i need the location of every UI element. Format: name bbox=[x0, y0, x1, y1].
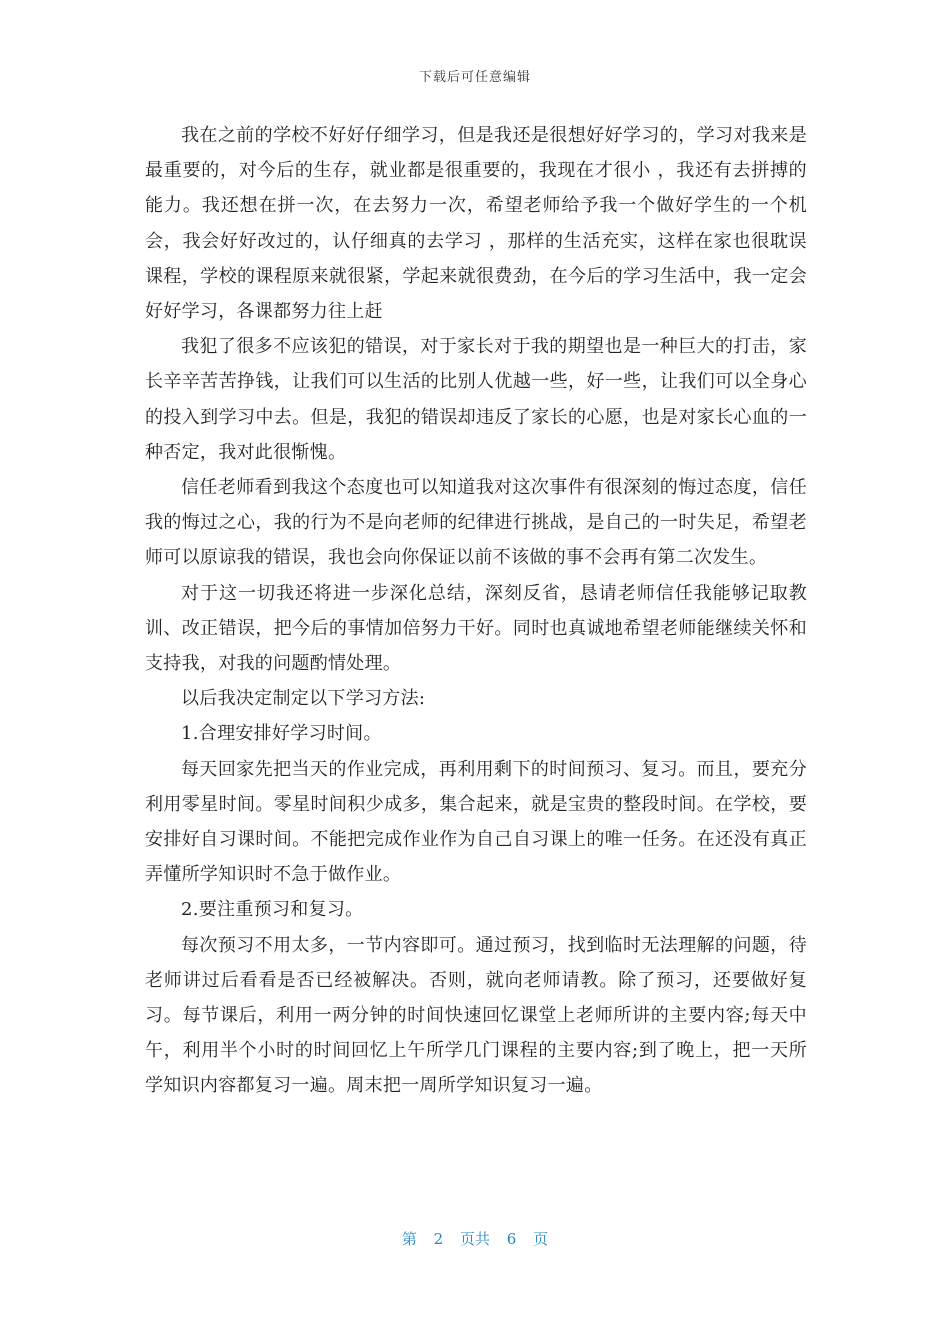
paragraph-2: 我犯了很多不应该犯的错误，对于家长对于我的期望也是一种巨大的打击，家长辛辛苦苦挣钱，让我们可以生活的比别人优越一些，好一些，让我们可以全身心的投入到学习中去。但是，我犯的错误却违反了家长的心愿，也是对家长心血的一种否定，我对此很惭愧。 bbox=[145, 336, 807, 463]
paragraph-6: 每天回家先把当天的作业完成，再利用剩下的时间预习、复习。而且，要充分利用零星时间。零星时间积少成多，集合起来，就是宝贵的整段时间。在学校，要安排好自习课时间。不能把完成作业作为自己自习课上的唯一任务。在还没有真正弄懂所学知识时不急于做作业。 bbox=[145, 758, 807, 886]
list-heading-1: 1.合理安排好学习时间。 bbox=[181, 723, 382, 745]
footer-middle: 页共 bbox=[459, 1230, 490, 1248]
page-header: 下载后可任意编辑 bbox=[418, 70, 531, 85]
page-footer bbox=[0, 1228, 950, 1249]
paragraph-4: 对于这一切我还将进一步深化总结，深刻反省，恳请老师信任我能够记取教训、改正错误，把今后的事情加倍努力干好。同时也真诚地希望老师能继续关怀和支持我，对我的问题酌情处理。 bbox=[145, 582, 807, 675]
document-body bbox=[145, 118, 807, 1104]
total-page-number: 6 bbox=[506, 1230, 517, 1248]
footer-prefix: 第 bbox=[401, 1230, 417, 1248]
paragraph-1: 我在之前的学校不好好仔细学习，但是我还是很想好好学习的，学习对我来是最重要的，对今后的生存，就业都是很重要的，我现在才很小 ，我还有去拼搏的能力。我还想在拼一次，在去努力一次，希望老师给予我一个做好学生的一个机会，我会好好改过的，认仔细真的去学习 ，那样的生活充实，这样在家也很耽误课程，学校的课程原来就很紧，学起来就很费劲，在今后的学习生活中，我一定会好好学习，各课都努力往上赶 bbox=[145, 125, 807, 323]
list-heading-2: 2.要注重预习和复习。 bbox=[181, 899, 364, 921]
paragraph-5: 以后我决定制定以下学习方法: bbox=[181, 688, 426, 710]
paragraph-7: 每次预习不用太多，一节内容即可。通过预习，找到临时无法理解的问题，待老师讲过后看看是否已经被解决。否则，就向老师请教。除了预习，还要做好复习。每节课后，利用一两分钟的时间快速回忆课堂上老师所讲的主要内容;每天中午，利用半个小时的时间回忆上午所学几门课程的主要内容;到了晚上，把一天所学知识内容都复习一遍。周末把一周所学知识复习一遍。 bbox=[145, 934, 807, 1097]
current-page-number: 2 bbox=[433, 1230, 444, 1248]
paragraph-3: 信任老师看到我这个态度也可以知道我对这次事件有很深刻的悔过态度，信任我的悔过之心，我的行为不是向老师的纪律进行挑战，是自己的一时失足，希望老师可以原谅我的错误，我也会向你保证以前不该做的事不会再有第二次发生。 bbox=[145, 477, 807, 569]
footer-suffix: 页 bbox=[533, 1230, 549, 1248]
